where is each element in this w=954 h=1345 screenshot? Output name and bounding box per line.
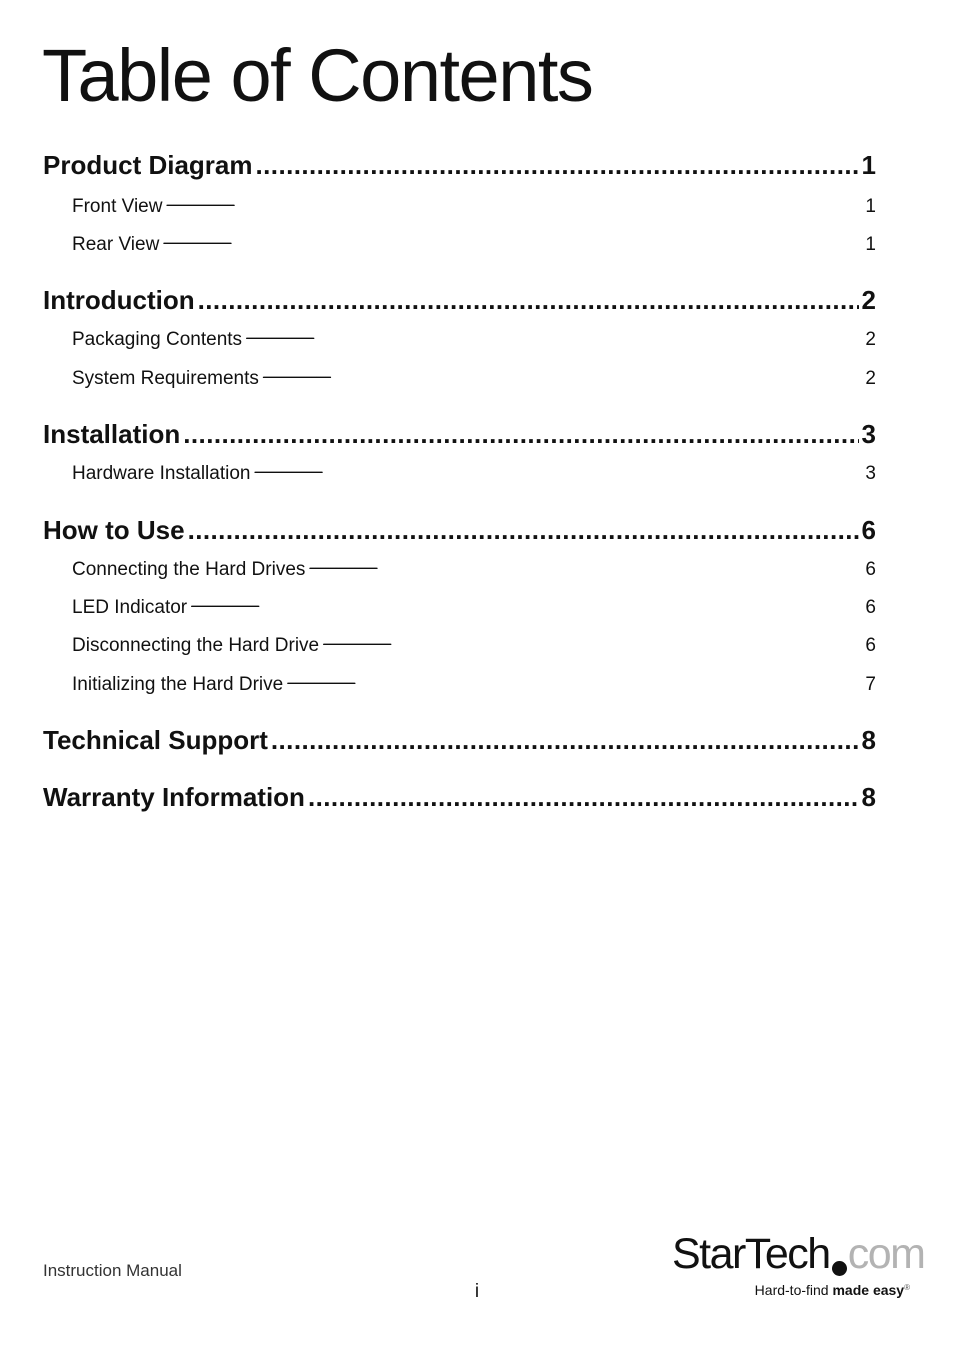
toc-section-entry[interactable] <box>43 147 876 183</box>
toc-dot-leader <box>322 632 862 660</box>
logo-brand: StarTech <box>672 1230 830 1278</box>
toc-dot-leader <box>183 416 858 452</box>
toc-subsection-entry[interactable] <box>72 460 876 488</box>
toc-entry-label: Installation <box>43 419 181 449</box>
toc-entry-page-number: 7 <box>865 674 876 695</box>
toc-subsection-entry[interactable] <box>72 632 876 660</box>
toc-subsection-entry[interactable] <box>72 594 876 622</box>
toc-entry-label: LED Indicator <box>72 597 188 618</box>
toc-entry-label: Introduction <box>43 285 195 315</box>
toc-dot-leader <box>190 594 862 622</box>
toc-section-entry[interactable] <box>43 722 876 758</box>
toc-section-entry[interactable] <box>43 416 876 452</box>
toc-subsection-entry[interactable] <box>72 365 876 393</box>
toc-dot-leader <box>188 512 859 548</box>
logo-dot-icon <box>832 1261 847 1276</box>
page-title: Table of Contents <box>42 34 593 117</box>
toc-dot-leader <box>286 671 862 699</box>
toc-dot-leader <box>162 231 862 259</box>
toc-dot-leader <box>262 365 863 393</box>
toc-entry-label: Technical Support <box>43 725 268 755</box>
toc-entry-page-number: 3 <box>861 419 876 449</box>
toc-entry-page-number: 8 <box>861 725 876 755</box>
logo-tagline <box>755 1282 910 1298</box>
toc-subsection-entry[interactable] <box>72 671 876 699</box>
toc-entry-label: System Requirements <box>72 368 259 389</box>
logo-tagline-bold: made easy <box>832 1282 905 1298</box>
startech-logo <box>660 1228 925 1308</box>
registered-mark: ® <box>904 1283 910 1292</box>
toc-entry-page-number: 3 <box>865 463 876 484</box>
toc-dot-leader <box>308 779 859 815</box>
toc-entry-label: Packaging Contents <box>72 329 243 350</box>
toc-entry-page-number: 1 <box>865 234 876 255</box>
toc-section-entry[interactable] <box>43 512 876 548</box>
toc-dot-leader <box>271 722 859 758</box>
toc-dot-leader <box>256 147 859 183</box>
toc-subsection-entry[interactable] <box>72 556 876 584</box>
toc-entry-label: Disconnecting the Hard Drive <box>72 635 320 656</box>
logo-wordmark <box>672 1228 924 1280</box>
toc-entry-page-number: 6 <box>865 559 876 580</box>
toc-entry-page-number: 2 <box>861 285 876 315</box>
footer-document-type: Instruction Manual <box>43 1261 182 1280</box>
toc-entry-label: Front View <box>72 196 163 217</box>
toc-entry-label: Connecting the Hard Drives <box>72 559 306 580</box>
toc-entry-page-number: 1 <box>861 150 876 180</box>
toc-entry-label: Initializing the Hard Drive <box>72 674 284 695</box>
toc-entry-page-number: 1 <box>865 196 876 217</box>
toc-entry-page-number: 6 <box>865 635 876 656</box>
toc-dot-leader <box>198 282 859 318</box>
toc-entry-label: Warranty Information <box>43 782 305 812</box>
toc-entry-label: Product Diagram <box>43 150 253 180</box>
logo-tagline-light: Hard-to-find <box>754 1282 829 1298</box>
toc-entry-page-number: 6 <box>861 515 876 545</box>
toc-entry-page-number: 2 <box>865 329 876 350</box>
footer-page-number: i <box>474 1281 480 1302</box>
toc-dot-leader <box>308 556 862 584</box>
toc-section-entry[interactable] <box>43 779 876 815</box>
toc-dot-leader <box>165 193 862 221</box>
toc-entry-label: How to Use <box>43 515 185 545</box>
logo-tld: com <box>847 1230 925 1278</box>
toc-dot-leader <box>253 460 862 488</box>
toc-entry-label: Hardware Installation <box>72 463 251 484</box>
toc-subsection-entry[interactable] <box>72 231 876 259</box>
toc-section-entry[interactable] <box>43 282 876 318</box>
toc-entry-page-number: 6 <box>865 597 876 618</box>
toc-entry-label: Rear View <box>72 234 160 255</box>
toc-subsection-entry[interactable] <box>72 193 876 221</box>
toc-entry-page-number: 8 <box>861 782 876 812</box>
toc-entry-page-number: 2 <box>865 368 876 389</box>
toc-dot-leader <box>245 326 862 354</box>
toc-subsection-entry[interactable] <box>72 326 876 354</box>
